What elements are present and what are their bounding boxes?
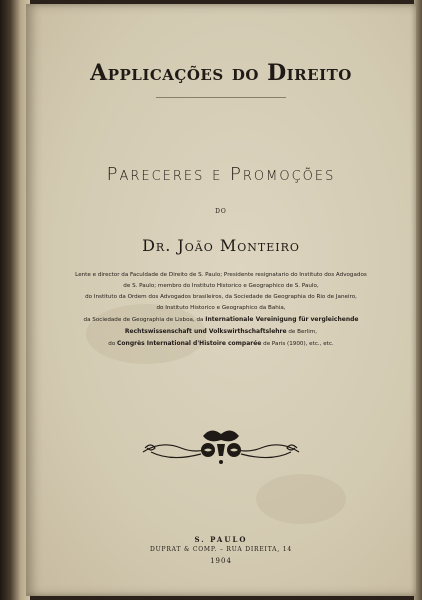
credentials-congress-name: Congrès International d'Histoire comparée bbox=[117, 340, 262, 347]
author-credentials bbox=[46, 270, 396, 350]
title-underline bbox=[156, 97, 286, 98]
imprint-publisher: DUPRAT & COMP. – RUA DIREITA, 14 bbox=[150, 546, 292, 553]
imprint-city: S. PAULO bbox=[194, 535, 248, 544]
credentials-society-name: Internationale Vereinigung für vergleichende bbox=[205, 316, 359, 323]
book-title bbox=[26, 60, 416, 86]
credentials-line bbox=[46, 314, 396, 326]
credentials-line: do Instituto Historico e Geographico da Bahia, bbox=[156, 305, 286, 311]
author-name: Dr. João Monteiro bbox=[142, 236, 300, 255]
printer-ornament-icon bbox=[141, 422, 301, 468]
credentials-society-name: Rechtswissenschaft und Volkswirthschaftslehre bbox=[124, 328, 287, 335]
book-subtitle: Pareceres e Promoções bbox=[106, 164, 336, 185]
paper-stain bbox=[256, 474, 346, 524]
credentials-text: do bbox=[108, 341, 116, 347]
credentials-text: de Paris (1900), etc., etc. bbox=[263, 341, 334, 347]
credentials-text: da Sociedade de Geographia de Lisboa, da bbox=[83, 317, 204, 323]
credentials-line: de S. Paulo; membro do Instituto Historico e Geographico de S. Paulo, bbox=[123, 283, 319, 289]
book-title-text: Applicações do Direito bbox=[90, 60, 352, 86]
credentials-text: de Berlim, bbox=[288, 329, 318, 335]
credentials-line: Lente e director da Faculdade de Direito de S. Paulo; Presidente resignatario do Instituto dos Advogados bbox=[75, 272, 367, 278]
credentials-line bbox=[46, 326, 396, 338]
connector-word: DO bbox=[215, 208, 227, 215]
credentials-line bbox=[46, 338, 396, 350]
credentials-line: do Instituto da Ordem dos Advogados brasileiros, da Sociedade de Geographia do Rio de Janeiro, bbox=[85, 294, 357, 300]
imprint-year: 1904 bbox=[210, 557, 232, 565]
title-page bbox=[26, 4, 416, 596]
